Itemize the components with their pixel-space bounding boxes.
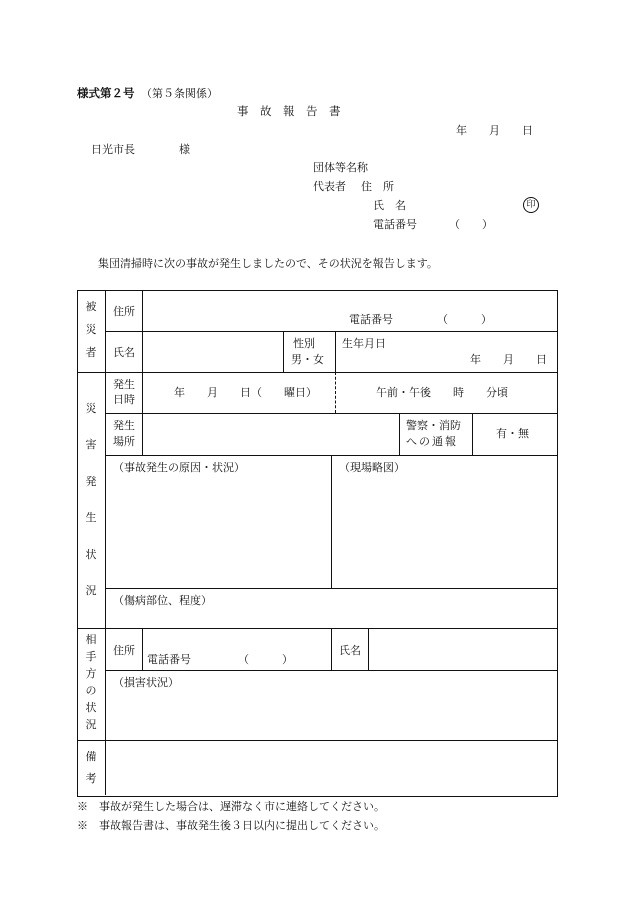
incident-time-fill: 午前・午後 時 分頃 [376, 386, 508, 399]
org-name-label: 団体等名称 [313, 161, 368, 174]
form-relation: （第５条関係） [141, 87, 218, 100]
cause-label: （事故発生の原因・状況） [113, 461, 245, 474]
report-date: 年 月 日 [456, 124, 533, 137]
intro-text: 集団清掃時に次の事故が発生しましたので、その状況を報告します。 [98, 257, 438, 270]
otherparty-section-char: 手 [85, 650, 97, 663]
cause-row-bottom [105, 588, 557, 589]
otherparty-phone-label: 電話番号 [147, 653, 191, 666]
report-table [77, 290, 558, 797]
incident-date-fill: 年 月 日（ 曜日） [174, 386, 317, 399]
otherparty-address-label: 住所 [113, 644, 135, 657]
datetime-row-bottom [105, 413, 557, 414]
police-right-divider [472, 413, 473, 455]
otherparty-label-divider [142, 628, 143, 670]
police-report-options: 有・無 [496, 427, 529, 440]
otherparty-section-char: 相 [85, 633, 97, 646]
sex-options: 男・女 [291, 353, 324, 366]
police-report-label: 警察・消防 [406, 419, 461, 432]
rep-address-label: 住 所 [361, 180, 394, 193]
sex-label: 性別 [293, 337, 315, 350]
sex-right-divider [335, 331, 336, 372]
sex-left-divider [283, 331, 284, 372]
incident-section-char: 災 [85, 402, 97, 415]
otherparty-phone-paren: （ ） [238, 653, 293, 666]
incident-section-char: 害 [85, 438, 97, 451]
victim-row-divider [105, 331, 557, 332]
otherparty-name-left [331, 628, 332, 670]
rep-name-label: 氏 名 [373, 199, 406, 212]
otherparty-name-label: 氏名 [339, 644, 361, 657]
otherparty-name-right [368, 628, 369, 670]
seal-mark: 印 [523, 197, 539, 213]
victim-section-char: 者 [85, 346, 97, 359]
police-left-divider [399, 413, 400, 455]
addressee: 日光市長 様 [91, 143, 190, 156]
incident-label-divider [142, 372, 143, 455]
incident-section-char: 生 [85, 511, 97, 524]
otherparty-section-char: 方 [85, 667, 97, 680]
place-label: 場所 [113, 435, 135, 448]
remarks-section-char: 備 [85, 750, 97, 763]
rep-phone-paren: （ ） [449, 218, 493, 231]
birth-date-label: 生年月日 [342, 337, 386, 350]
rep-phone-label: 電話番号 [373, 218, 417, 231]
sketch-label: （現場略図） [339, 461, 405, 474]
victim-phone-label: 電話番号 [349, 313, 393, 326]
injury-label: （傷病部位、程度） [113, 594, 212, 607]
note-item: ※ 事故報告書は、事故発生後３日以内に提出してください。 [77, 819, 385, 832]
otherparty-section-char: 状 [85, 701, 97, 714]
section-column-divider [105, 290, 106, 795]
divider-victim-bottom [77, 372, 557, 373]
otherparty-section-char: の [85, 684, 97, 697]
remarks-section-char: 考 [85, 772, 97, 785]
victim-section-char: 災 [85, 323, 97, 336]
birth-date-fill: 年 月 日 [470, 353, 547, 366]
note-item: ※ 事故が発生した場合は、遅滞なく市に連絡してください。 [77, 800, 385, 813]
victim-address-label: 住所 [113, 305, 135, 318]
victim-name-label: 氏名 [113, 346, 135, 359]
incident-section-char: 況 [85, 584, 97, 597]
cause-sketch-divider [331, 455, 332, 588]
page-title: 事 故 報 告 書 [237, 104, 341, 118]
damage-label: （損害状況） [113, 676, 179, 689]
police-report-label: への通報 [406, 435, 458, 448]
victim-label-divider [142, 290, 143, 372]
datetime-dashed-divider [335, 372, 336, 413]
divider-otherparty-bottom [77, 740, 557, 741]
otherparty-row-divider [105, 670, 557, 671]
victim-section-char: 被 [85, 300, 97, 313]
divider-incident-bottom [77, 628, 557, 629]
form-number: 様式第２号 [77, 86, 135, 100]
otherparty-section-char: 況 [85, 718, 97, 731]
place-label: 発生 [113, 419, 135, 432]
incident-section-char: 状 [85, 548, 97, 561]
victim-phone-paren: （ ） [437, 313, 492, 326]
representative-label: 代表者 [313, 180, 346, 193]
incident-section-char: 発 [85, 475, 97, 488]
datetime-label: 発生 [113, 378, 135, 391]
datetime-label: 日時 [113, 393, 135, 406]
